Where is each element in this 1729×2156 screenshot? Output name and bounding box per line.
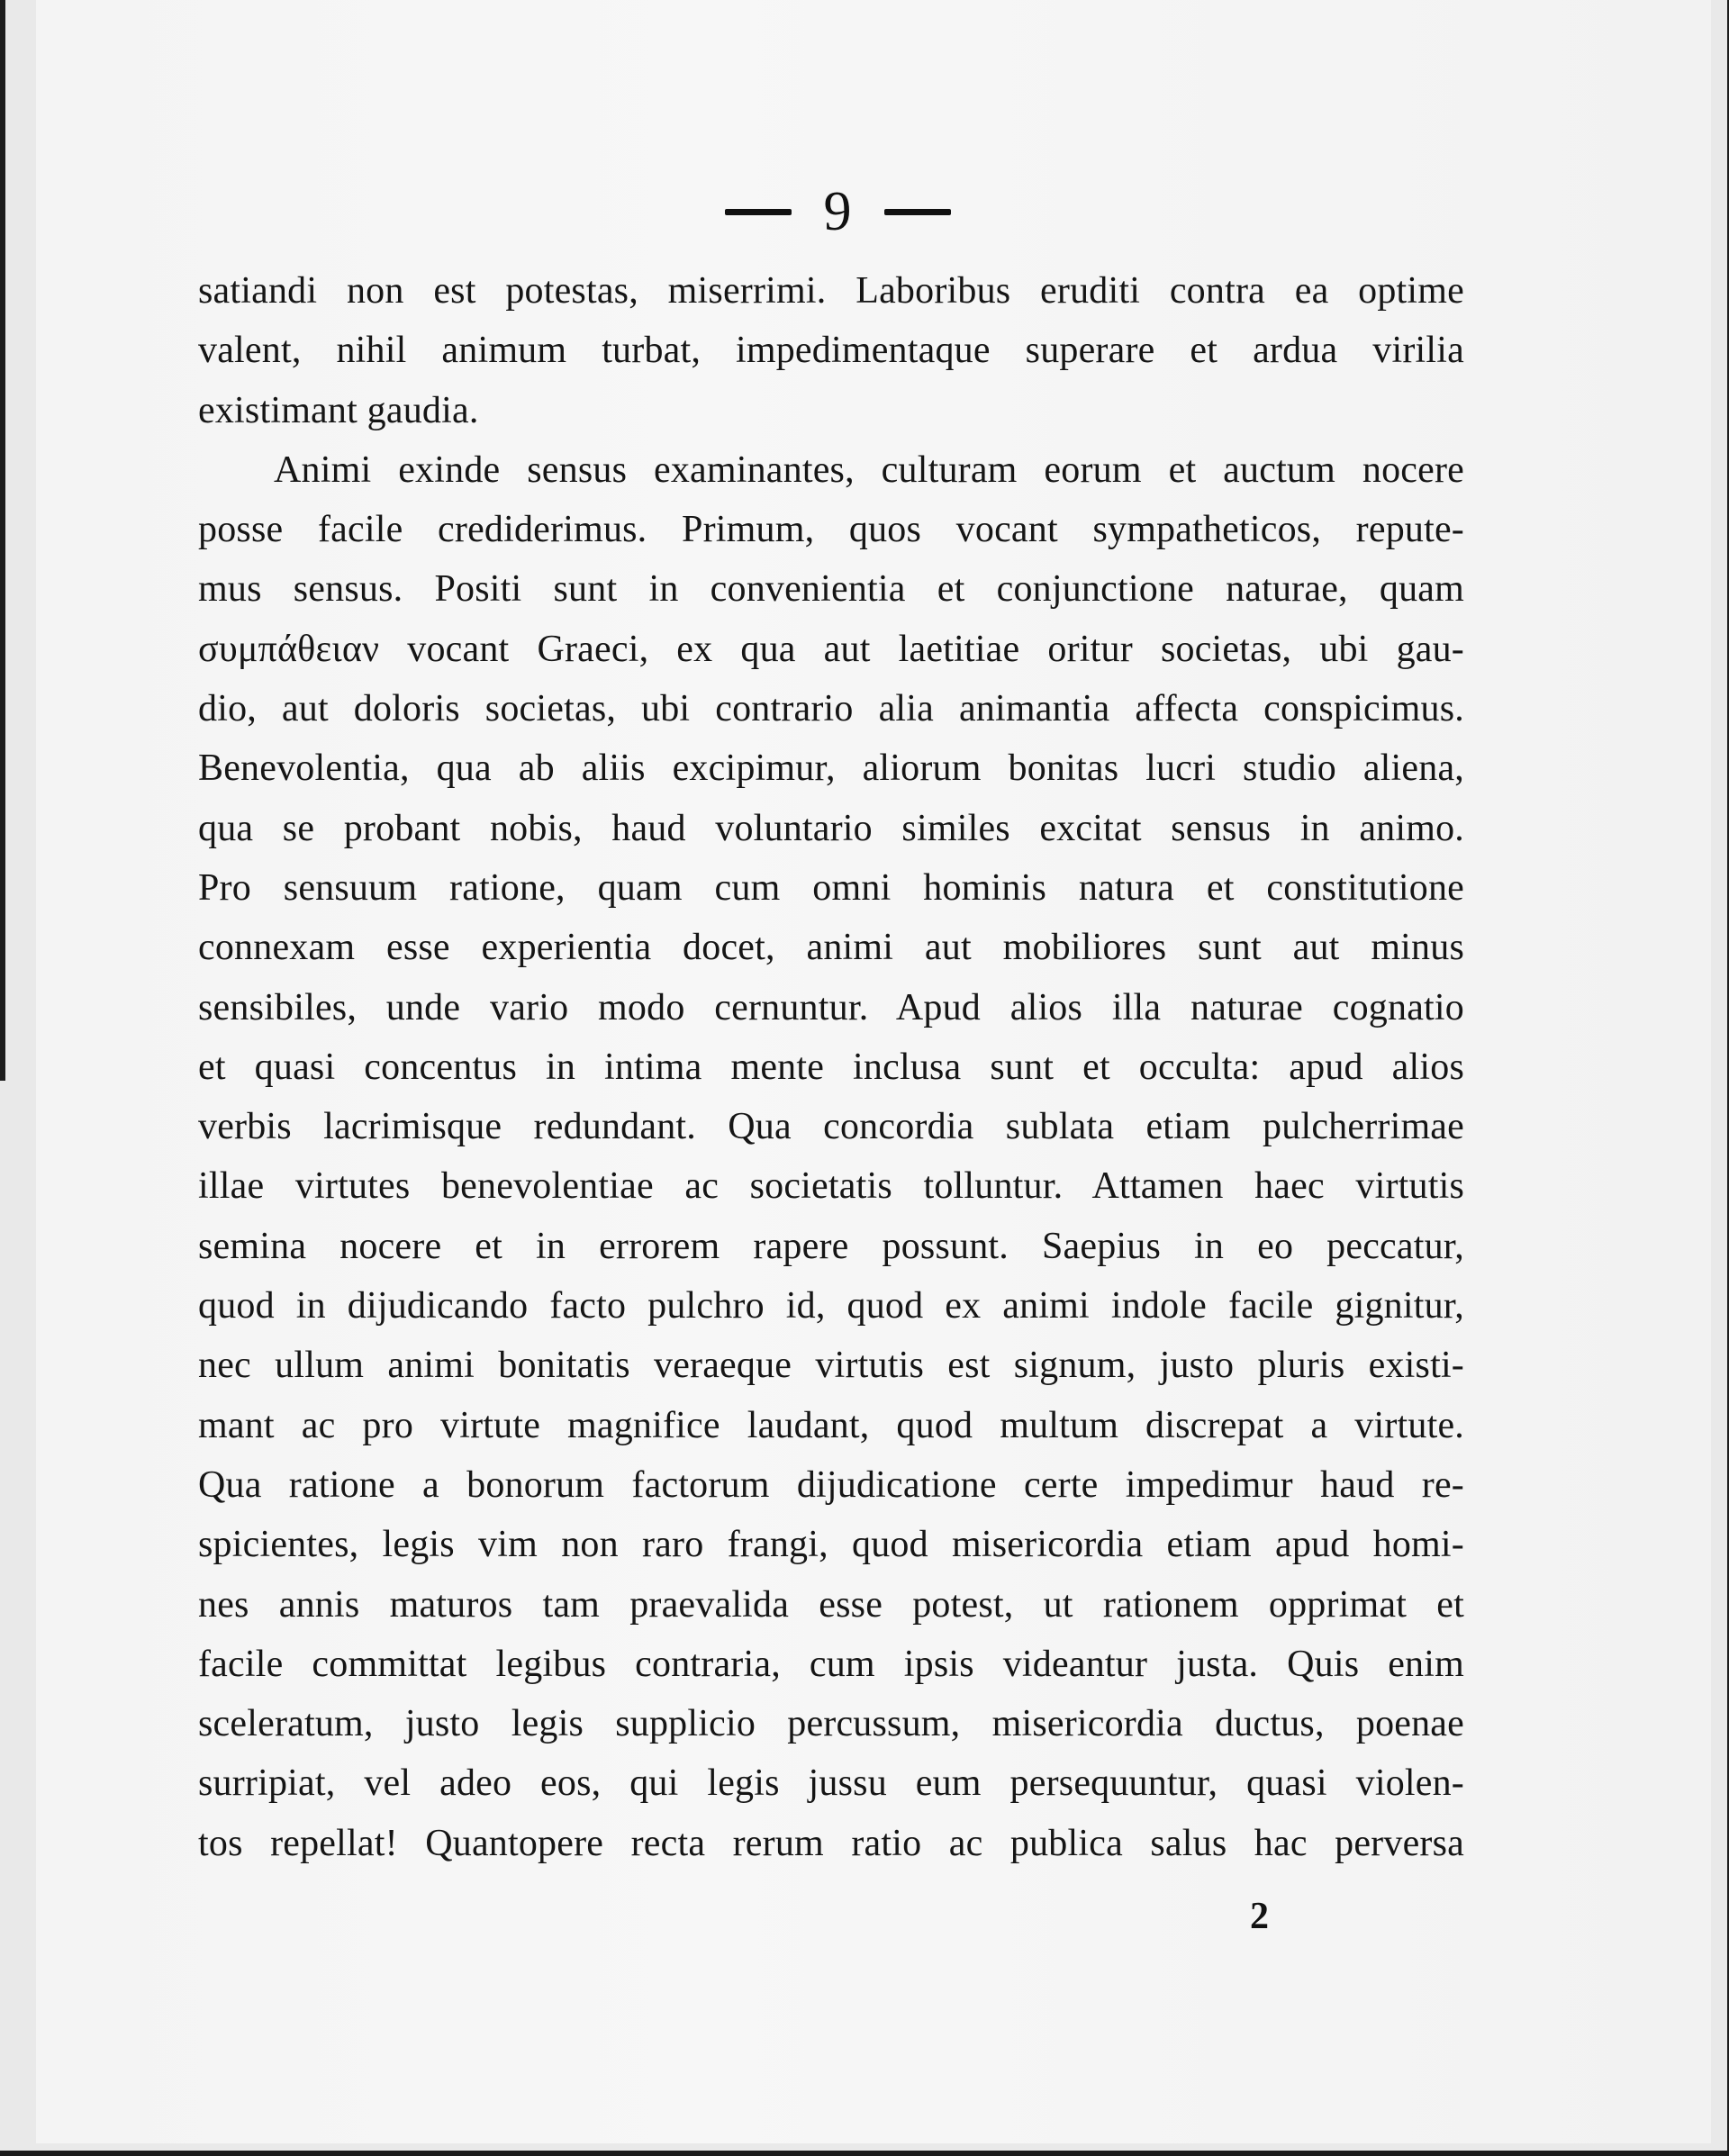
text-line: Benevolentia, qua ab aliis excipimur, aliorum bonitas lucri studio aliena, bbox=[198, 747, 1464, 790]
text-line: sceleratum, justo legis supplicio percussum, misericordia ductus, poenae bbox=[198, 1703, 1464, 1745]
scan-left-edge bbox=[0, 0, 5, 1081]
text-line: tos repellat! Quantopere recta rerum ratio ac publica salus hac perversa bbox=[198, 1822, 1464, 1864]
text-line: surripiat, vel adeo eos, qui legis jussu eum persequuntur, quasi violen- bbox=[198, 1762, 1464, 1805]
text-line: connexam esse experientia docet, animi aut mobiliores sunt aut minus bbox=[198, 927, 1464, 969]
scan-bottom-edge bbox=[0, 2151, 1729, 2156]
text-line: συμπάθειαν vocant Graeci, ex qua aut laetitiae oritur societas, ubi gau- bbox=[198, 628, 1464, 670]
text-line: dio, aut doloris societas, ubi contrario alia animantia affecta conspicimus. bbox=[198, 688, 1464, 730]
text-line: Animi exinde sensus examinantes, culturam eorum et auctum nocere bbox=[274, 448, 1464, 491]
text-line: Pro sensuum ratione, quam cum omni hominis natura et constitutione bbox=[198, 866, 1464, 909]
text-line: Qua ratione a bonorum factorum dijudicatione certe impedimur haud re- bbox=[198, 1463, 1464, 1506]
text-line: et quasi concentus in intima mente inclusa sunt et occulta: apud alios bbox=[198, 1046, 1464, 1088]
text-line: mant ac pro virtute magnifice laudant, quod multum discrepat a virtute. bbox=[198, 1404, 1464, 1446]
text-line: nes annis maturos tam praevalida esse potest, ut rationem opprimat et bbox=[198, 1583, 1464, 1626]
text-line: semina nocere et in errorem rapere possunt. Saepius in eo peccatur, bbox=[198, 1225, 1464, 1267]
text-line: existimant gaudia. bbox=[198, 389, 479, 431]
paragraph-1 bbox=[198, 261, 1464, 440]
paragraph-2 bbox=[198, 440, 1464, 1873]
text-line: posse facile crediderimus. Primum, quos vocant sympatheticos, repute- bbox=[198, 509, 1464, 551]
text-line: satiandi non est potestas, miserrimi. Laboribus eruditi contra ea optime bbox=[198, 270, 1464, 312]
text-line: mus sensus. Positi sunt in convenientia et conjunctione naturae, quam bbox=[198, 568, 1464, 611]
text-line: facile committat legibus contraria, cum ipsis videantur justa. Quis enim bbox=[198, 1643, 1464, 1685]
page-number: 9 bbox=[823, 181, 852, 242]
text-line: nec ullum animi bonitatis veraeque virtutis est signum, justo pluris existi- bbox=[198, 1345, 1464, 1387]
body-text bbox=[198, 261, 1464, 1873]
header-rule-left bbox=[725, 209, 792, 215]
text-line: illae virtutes benevolentiae ac societatis tolluntur. Attamen haec virtutis bbox=[198, 1165, 1464, 1208]
header-rule-right bbox=[884, 209, 951, 215]
text-line: sensibiles, unde vario modo cernuntur. Apud alios illa naturae cognatio bbox=[198, 986, 1464, 1028]
page-header bbox=[657, 180, 1018, 243]
sheet-signature-mark: 2 bbox=[1250, 1896, 1269, 1937]
text-line: valent, nihil animum turbat, impedimentaque superare et ardua virilia bbox=[198, 330, 1464, 372]
text-line: quod in dijudicando facto pulchro id, quod ex animi indole facile gignitur, bbox=[198, 1285, 1464, 1327]
book-page bbox=[36, 0, 1711, 2143]
text-line: spicientes, legis vim non raro frangi, quod misericordia etiam apud homi- bbox=[198, 1524, 1464, 1566]
text-line: verbis lacrimisque redundant. Qua concordia sublata etiam pulcherrimae bbox=[198, 1106, 1464, 1148]
text-line: qua se probant nobis, haud voluntario similes excitat sensus in animo. bbox=[198, 807, 1464, 849]
